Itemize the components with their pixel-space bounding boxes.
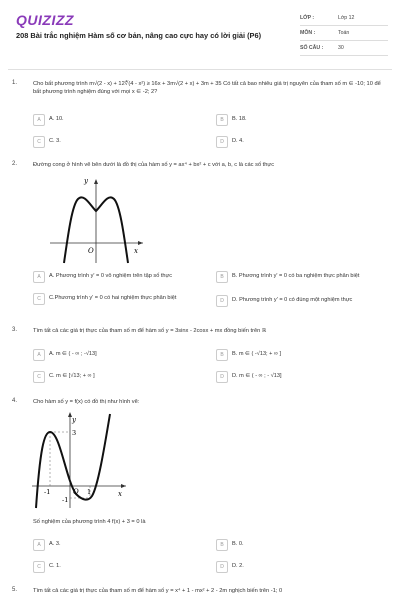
cubic-graph <box>30 410 130 510</box>
option-text: B. Phương trình y' = 0 có ba nghiệm thực phân biệt <box>232 273 360 279</box>
option-a[interactable] <box>33 351 97 361</box>
option-text: C.Phương trình y' = 0 có hai nghiệm thực phân biệt <box>49 295 177 301</box>
question-number: 5. <box>12 587 18 593</box>
option-letter-box: D <box>216 561 228 573</box>
question-text: Cho bất phương trình m√(2 - x) + 12∜(4 - x²) ≥ 16x + 3m√(2 + x) + 3m + 35 Có tất cả bao nhiêu giá trị nguyên của tham số m ∈ -10; 10 để bất phương trình nghiệm đúng với mọi x ∈ -2; 2? <box>33 81 381 95</box>
question-text: Cho hàm số y = f(x) có đồ thị như hình vẽ: <box>33 399 140 405</box>
option-text: C. 3. <box>49 138 61 144</box>
option-letter-box: D <box>216 371 228 383</box>
option-letter-box: A <box>33 349 45 361</box>
option-letter-box: B <box>216 539 228 551</box>
option-letter-box: C <box>33 136 45 148</box>
option-d[interactable] <box>216 138 244 148</box>
worksheet-header <box>0 0 400 64</box>
y-tick-neg1: -1 <box>62 496 69 504</box>
question-subtext: Số nghiệm của phương trình 4 f(x) + 3 = 0 là <box>33 519 146 525</box>
option-b[interactable] <box>216 116 247 126</box>
option-letter-box: B <box>216 349 228 361</box>
header-divider <box>8 69 392 70</box>
worksheet-meta <box>300 11 388 56</box>
option-letter-box: C <box>33 293 45 305</box>
option-text: D. 4. <box>232 138 244 144</box>
option-text: C. m ∈ [√13; + ∞ ] <box>49 373 95 379</box>
option-letter-box: A <box>33 271 45 283</box>
option-text: A. 3. <box>49 541 61 547</box>
option-text: B. m ∈ ( -√13; + ∞ ] <box>232 351 282 357</box>
option-d[interactable] <box>216 373 282 383</box>
option-text: C. 1. <box>49 563 61 569</box>
x-tick-neg1: -1 <box>44 488 51 496</box>
question-number: 4. <box>12 398 18 404</box>
option-d[interactable] <box>216 297 352 307</box>
meta-label: SỐ CÂU : <box>300 45 324 51</box>
option-c[interactable] <box>33 138 61 148</box>
question-text: Tìm tất cả các giá trị thực của tham số m để hàm số y = x⁴ + 1 - mx² + 2 - 2m nghịch biến trên -1; 0 <box>33 588 283 594</box>
option-b[interactable] <box>216 541 244 551</box>
graph-y-label: y <box>84 177 88 185</box>
option-letter-box: B <box>216 114 228 126</box>
graph-x-label: x <box>118 490 122 498</box>
option-text: B. 0. <box>232 541 244 547</box>
question-text: Tìm tất cả các giá trị thực của tham số m để hàm số y = 3sinx - 2cosx + mx đồng biến trên ℝ <box>33 328 267 334</box>
worksheet-title: 208 Bài trắc nghiệm Hàm số cơ bản, nâng cao cực hay có lời giải (P6) <box>16 31 262 40</box>
meta-label: LỚP : <box>300 15 315 21</box>
x-tick-1: 1 <box>87 488 92 496</box>
meta-value: Lớp 12 <box>338 15 355 21</box>
quartic-graph <box>48 175 148 265</box>
option-c[interactable] <box>33 563 61 573</box>
meta-row-class <box>300 11 388 26</box>
option-text: D. m ∈ ( - ∞ ; - √13] <box>232 373 282 379</box>
option-c[interactable] <box>33 373 95 383</box>
question-number: 3. <box>12 327 18 333</box>
option-letter-box: D <box>216 136 228 148</box>
option-d[interactable] <box>216 563 244 573</box>
graph-y-label: y <box>72 416 76 424</box>
option-a[interactable] <box>33 116 64 126</box>
option-c[interactable] <box>33 295 203 305</box>
question-number: 1. <box>12 80 18 86</box>
question-number: 2. <box>12 161 18 167</box>
option-text: A. Phương trình y' = 0 vô nghiệm trên tập số thực <box>49 273 173 279</box>
meta-row-subject <box>300 26 388 41</box>
option-b[interactable] <box>216 273 359 283</box>
graph-origin-label: O <box>88 247 94 255</box>
meta-value: 30 <box>338 45 344 51</box>
meta-row-count <box>300 41 388 56</box>
question-text: Đường cong ở hình vẽ bên dưới là đồ thị của hàm số y = ax⁴ + bx² + c với a, b, c là các số thực <box>33 162 275 168</box>
option-text: A. 10. <box>49 116 64 122</box>
meta-label: MÔN : <box>300 30 316 36</box>
option-letter-box: A <box>33 114 45 126</box>
graph-origin-label: O <box>73 488 79 496</box>
option-letter-box: C <box>33 371 45 383</box>
option-letter-box: C <box>33 561 45 573</box>
option-letter-box: D <box>216 295 228 307</box>
option-text: D. 2. <box>232 563 244 569</box>
option-text: A. m ∈ ( - ∞ ; -√13] <box>49 351 97 357</box>
quizizz-logo: QUIZIZZ <box>16 12 74 28</box>
option-b[interactable] <box>216 351 281 361</box>
option-a[interactable] <box>33 541 61 551</box>
option-letter-box: B <box>216 271 228 283</box>
meta-value: Toán <box>338 30 350 36</box>
option-letter-box: A <box>33 539 45 551</box>
y-axis-arrow <box>94 179 98 184</box>
x-axis-arrow <box>121 484 126 488</box>
graph-x-label: x <box>134 247 138 255</box>
option-a[interactable] <box>33 273 172 283</box>
y-tick-3: 3 <box>72 429 77 437</box>
x-axis-arrow <box>138 241 143 245</box>
option-text: D. Phương trình y' = 0 có đúng một nghiệm thực <box>232 297 353 303</box>
option-text: B. 18. <box>232 116 247 122</box>
